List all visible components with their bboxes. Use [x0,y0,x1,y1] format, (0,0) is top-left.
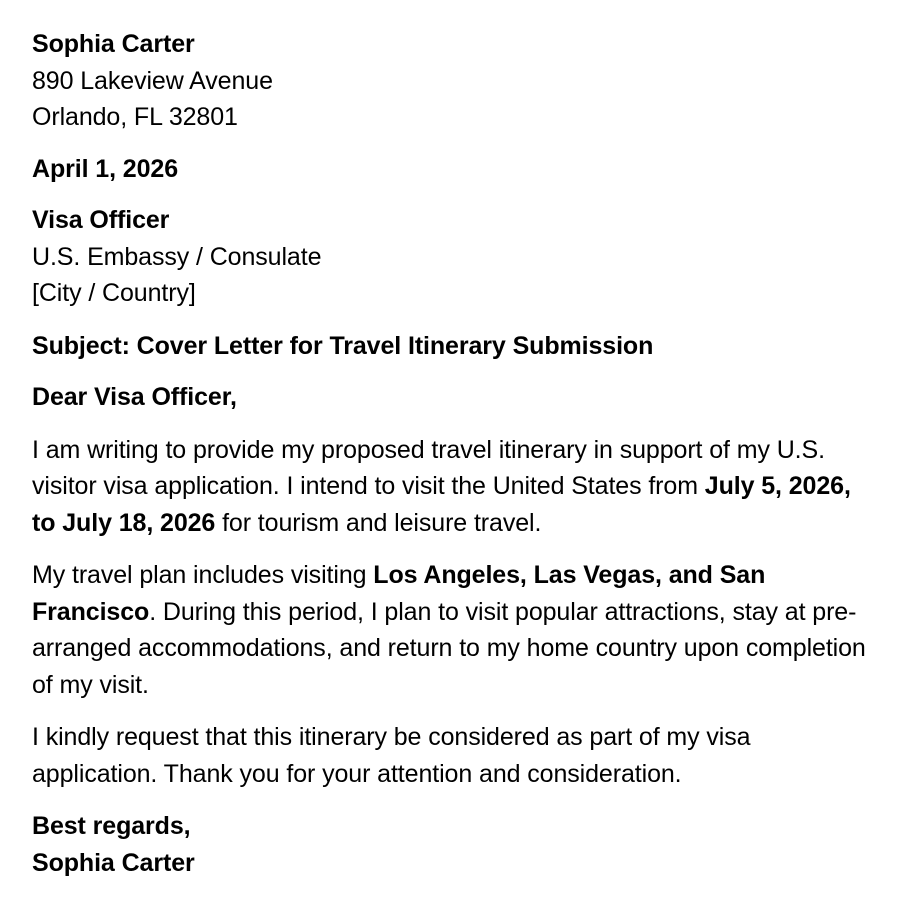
text-run: My travel plan includes visiting [32,561,374,589]
subject-block [32,328,866,365]
emphasized-text-run: Los Angeles, Las Vegas, and San Francisco [32,561,766,626]
sender-street: 890 Lakeview Avenue [32,66,273,95]
salutation-block [32,379,866,416]
letter-date-block [32,151,866,188]
text-run: I kindly request that this itinerary be considered as part of my visa application. Thank you for your attention and consideration. [32,723,751,788]
recipient-address-block [32,202,866,312]
sender-address-block [32,26,866,136]
text-run: for tourism and leisure travel. [215,508,542,537]
subject-line: Subject: Cover Letter for Travel Itinerary Submission [32,331,654,360]
closing-block [32,808,866,881]
body-paragraph [32,432,866,542]
salutation-line: Dear Visa Officer, [32,383,237,411]
sender-city-state-zip: Orlando, FL 32801 [32,103,238,131]
sender-name: Sophia Carter [32,30,195,58]
text-run: . During this period, I plan to visit popular attractions, stay at pre-arranged accommodations, and return to my home country upon completion of my visit. [32,597,866,699]
closing-valediction: Best regards, [32,812,191,840]
recipient-title: Visa Officer [32,206,170,234]
letter-date: April 1, 2026 [32,154,179,183]
body-paragraph [32,719,866,792]
body-paragraph [32,557,866,703]
closing-signature-name: Sophia Carter [32,848,195,877]
emphasized-text-run: July 5, 2026, to July 18, 2026 [32,472,851,537]
text-run: I am writing to provide my proposed travel itinerary in support of my U.S. visitor visa application. I intend to visit the United States from [32,435,825,500]
recipient-location: [City / Country] [32,279,196,307]
recipient-organization: U.S. Embassy / Consulate [32,242,322,271]
